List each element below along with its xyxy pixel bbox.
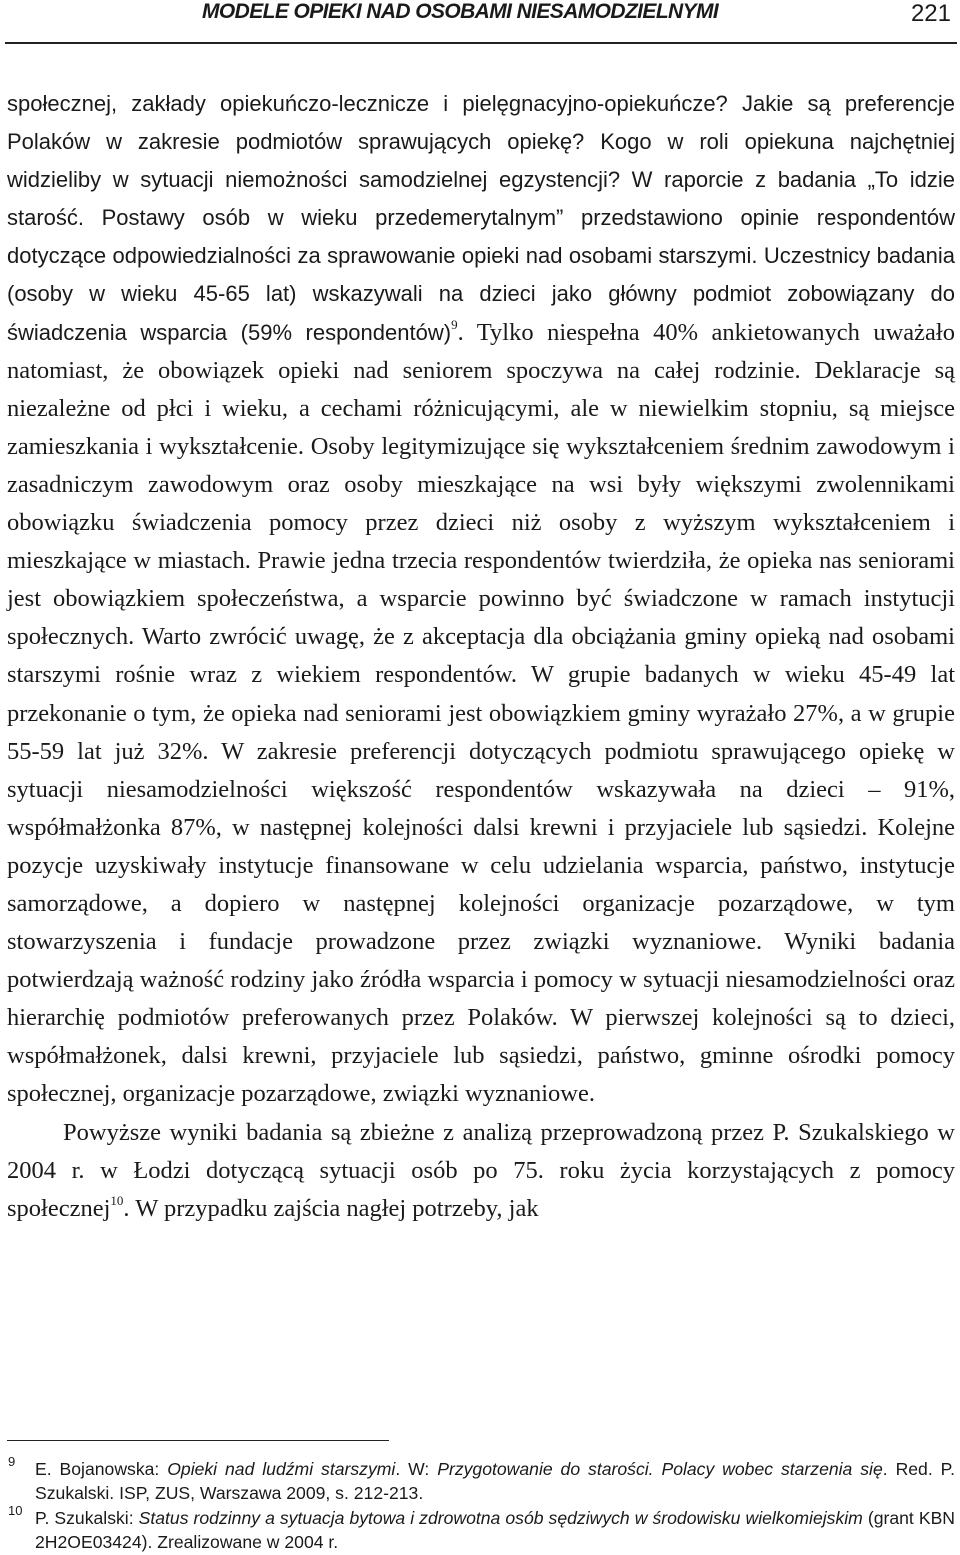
footnote-rest: (grant KBN 2H2OE03424). Zrealizowane w 2004 r. — [35, 1508, 956, 1552]
footnote-rule — [7, 1440, 389, 1441]
footnote-author: P. Szukalski: — [35, 1508, 139, 1528]
footnote-number: 10 — [8, 1503, 23, 1518]
paragraph-2-part-b: . W przypadku zajścia nagłej potrzeby, jak — [123, 1194, 539, 1222]
running-title: MODELE OPIEKI NAD OSOBAMI NIESAMODZIELNYMI — [202, 0, 719, 23]
header-rule — [5, 42, 957, 44]
footnotes — [7, 1454, 956, 1555]
page-header — [0, 0, 960, 44]
footnote-book: Przygotowanie do starości. Polacy wobec starzenia się — [437, 1459, 883, 1479]
footnote-title: Opieki nad ludźmi starszymi — [167, 1459, 396, 1479]
footnote-author: E. Bojanowska: — [35, 1459, 168, 1479]
footnote-title: Status rodzinny a sytuacja bytowa i zdrowotna osób sędziwych w środowisku wielkomiejskim — [138, 1508, 863, 1528]
paragraph-2 — [7, 1114, 955, 1228]
footnote-rest: . Red. P. Szukalski. ISP, ZUS, Warszawa 2009, s. 212-213. — [35, 1459, 956, 1503]
paragraph-1-part-c: . Tylko niespełna 40% ankietowanych uważało natomiast, że obowiązek opieki nad seniorem spoczywa na całej rodzinie. Deklaracje są niezależne od płci i wieku, a cechami różnicującymi, ale w niewielkim stopniu, są miejsce zamieszkania i wykształcenie. Osoby legitymizujące się wykształceniem średnim zawodowym i zasadniczym zawodowym oraz osoby mieszkające na wsi były większymi zwolennikami obowiązku świadczenia pomocy przez dzieci niż osoby z wyższym wykształceniem i mieszkające w miastach. Prawie jedna trzecia respondentów twierdziła, że opieka nas seniorami jest obowiązkiem społeczeństwa, a wsparcie powinno być świadczone w ramach instytucji społecznych. Warto zwrócić uwagę, że z akceptacja dla obciążania gminy opieką nad osobami starszymi rośnie wraz z wiekiem respondentów. W grupie badanych w wieku 45-49 lat przekonanie o tym, że opieka nad seniorami jest obowiązkiem gminy wyrażało 27%, a w grupie 55-59 lat już 32%. W zakresie preferencji dotyczących podmiotu sprawującego opiekę w sytuacji niesamodzielności większość respondentów wskazywała na dzieci – 91%, współmałżonka 87%, w następnej kolejności dalsi krewni i przyjaciele lub sąsiedzi. Kolejne pozycje uzyskiwały instytucje finansowane w celu udzielania wsparcia, państwo, instytucje samorządowe, a dopiero w następnej kolejności organizacje pozarządowe, w tym stowarzyszenia i fundacje prowadzone przez związki wyznaniowe. Wyniki badania potwierdzają ważność rodziny jako źródła wsparcia i pomocy w sytuacji niesamodzielności oraz hierarchię podmiotów preferowanych przez Polaków. W pierwszej kolejności są to dzieci, współmałżonek, dalsi krewni, przyjaciele lub sąsiedzi, państwo, gminne ośrodki pomocy społecznej, organizacje pozarządowe, związki wyznaniowe. — [7, 318, 955, 1108]
body-text — [7, 85, 955, 1228]
paragraph-2-part-a: Powyższe wyniki badania są zbieżne z analizą przeprowadzoną przez P. Szukalskiego w 2004 r. w Łodzi dotyczącą sytuacji osób po 75. roku życia korzystających z pomocy społecznej — [7, 1118, 955, 1222]
page-number: 221 — [910, 0, 951, 27]
paragraph-1 — [7, 85, 955, 1114]
footnote-ref-10[interactable]: 10 — [110, 1192, 124, 1208]
paragraph-1-part-a: społecznej, zakłady opiekuńczo-lecznicze i pielęgnacyjno-opiekuńcze? Jakie są preferencje Polaków w zakresie podmiotów sprawujących opiekę? Kogo w roli opiekuna najchętniej widzieliby w sytuacji niemożności samodzielnej egzystencji? W raporcie z badania „To idzie starość. Postawy osób w wieku przedemerytalnym” przedstawiono opinie respondentów dotyczące odpowiedzialności za sprawowanie opieki nad osobami starszymi. — [7, 91, 955, 269]
footnote-number: 9 — [8, 1454, 16, 1469]
footnote-10 — [7, 1503, 956, 1554]
footnote-ref-9[interactable]: 9 — [451, 316, 458, 332]
footnote-9 — [7, 1454, 956, 1505]
footnote-separator: . W: — [395, 1459, 438, 1479]
paragraph-1-part-b: Uczestnicy badania (osoby w wieku 45-65 lat) wskazywali na dzieci jako główny podmiot zobowiązany do świadczenia wsparcia (59% respondentów) — [7, 243, 955, 345]
